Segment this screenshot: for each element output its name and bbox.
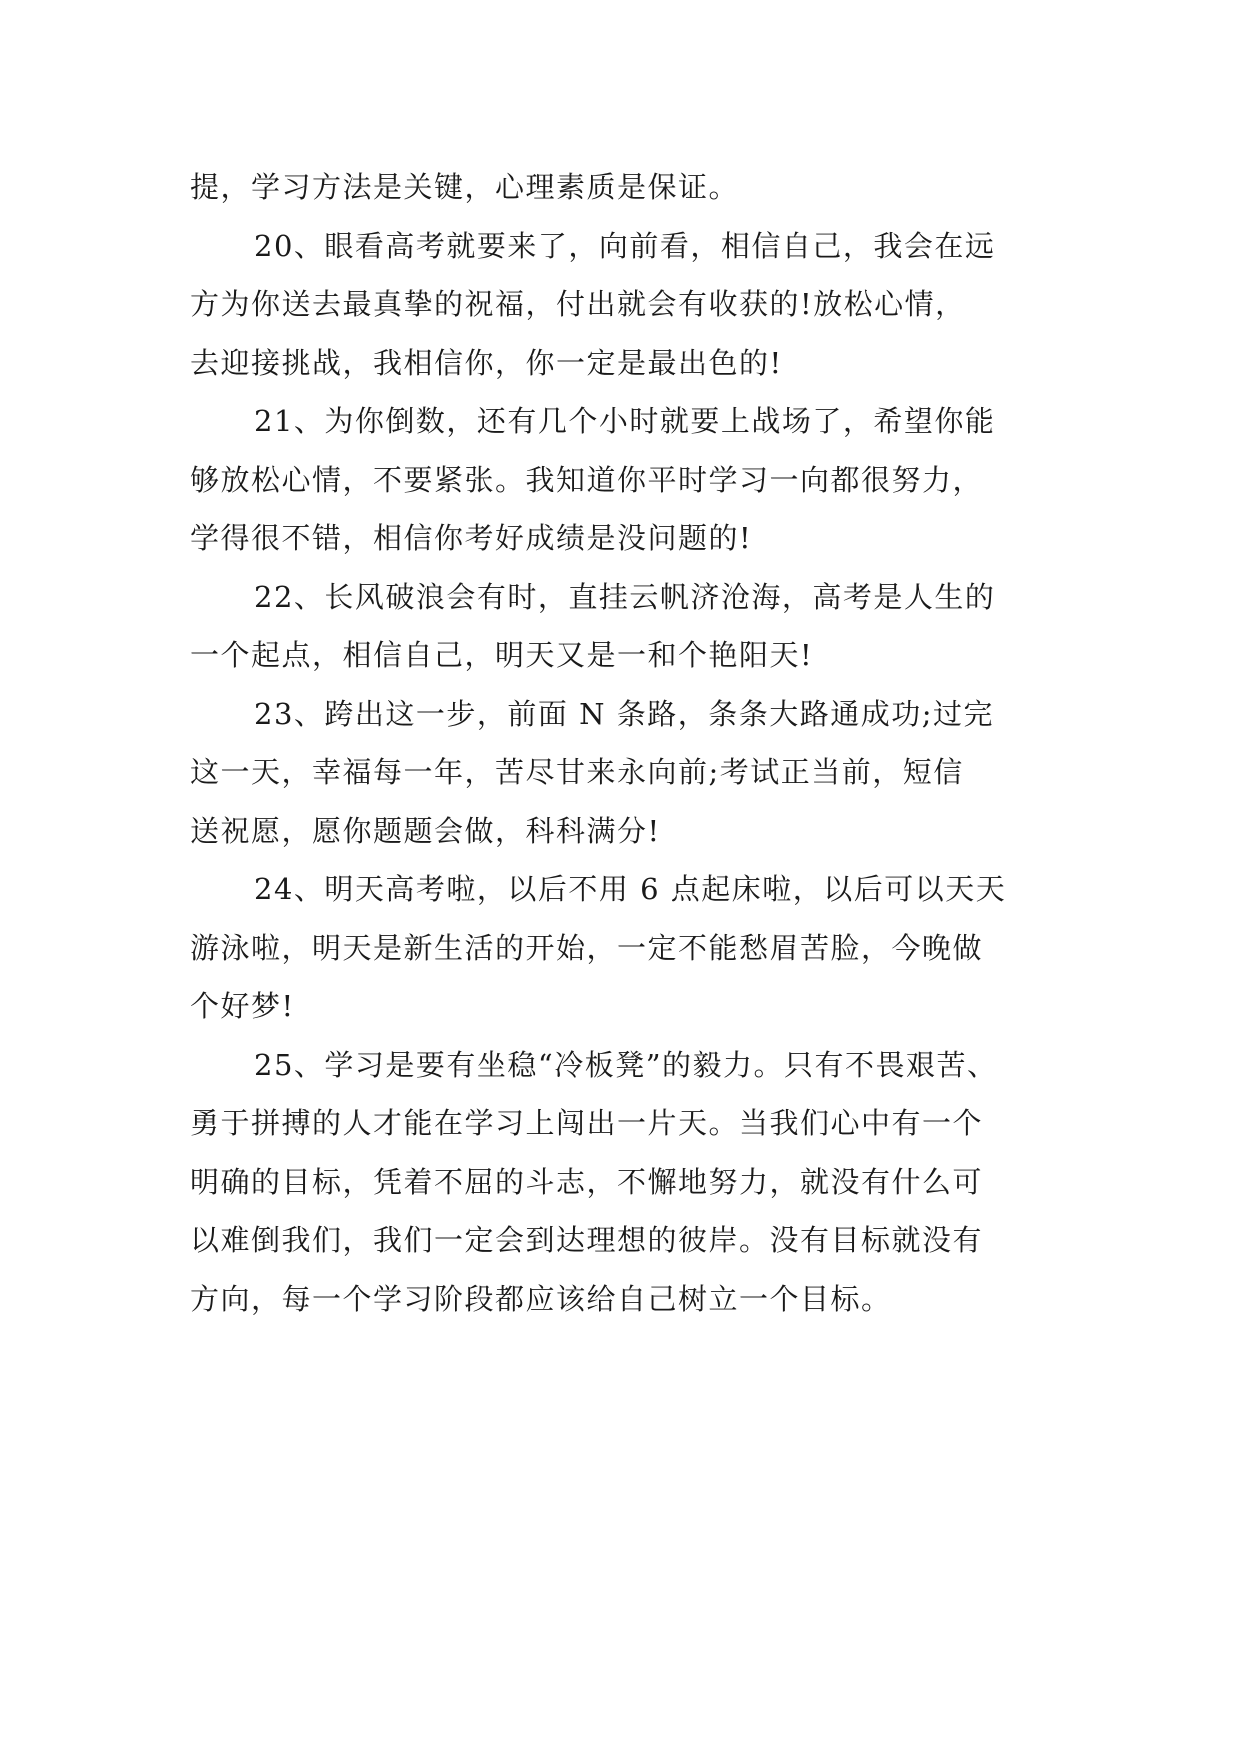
text-line: 方为你送去最真挚的祝福，付出就会有收获的!放松心情， [190, 287, 966, 321]
text-line: 提，学习方法是关键，心理素质是保证。 [190, 170, 740, 204]
text-line: 勇于拼搏的人才能在学习上闯出一片天。当我们心中有一个 [190, 1106, 984, 1140]
text-line: 够放松心情，不要紧张。我知道你平时学习一向都很努力， [190, 462, 984, 497]
text-line: 22、长风破浪会有时，直挂云帆济沧海，高考是人生的 [254, 579, 996, 614]
text-line: 一个起点，相信自己，明天又是一和个艳阳天! [190, 638, 814, 672]
paragraph-21 [190, 392, 1065, 568]
text-line: 以难倒我们，我们一定会到达理想的彼岸。没有目标就没有 [190, 1223, 984, 1257]
paragraph-20 [190, 217, 1065, 393]
text-line: 24、明天高考啦，以后不用 6 点起床啦，以后可以天天 [254, 872, 1007, 906]
paragraph-19-continuation [190, 158, 1065, 217]
paragraph-25 [190, 1036, 1065, 1329]
text-line: 21、为你倒数，还有几个小时就要上战场了，希望你能 [254, 404, 996, 438]
paragraph-24 [190, 860, 1065, 1036]
text-line: 这一天，幸福每一年，苦尽甘来永向前;考试正当前，短信 [190, 755, 964, 789]
text-line: 个好梦! [190, 989, 295, 1023]
text-line: 明确的目标，凭着不屈的斗志，不懈地努力，就没有什么可 [190, 1164, 984, 1199]
paragraph-23 [190, 685, 1065, 861]
text-line: 方向，每一个学习阶段都应该给自己树立一个目标。 [190, 1281, 892, 1316]
document-body [190, 158, 1065, 1328]
text-line: 去迎接挑战，我相信你，你一定是最出色的! [190, 345, 783, 380]
text-line: 20、眼看高考就要来了，向前看，相信自己，我会在远 [254, 228, 996, 263]
text-line: 学得很不错，相信你考好成绩是没问题的! [190, 521, 753, 555]
text-line: 送祝愿，愿你题题会做，科科满分! [190, 813, 661, 848]
text-line: 游泳啦，明天是新生活的开始，一定不能愁眉苦脸，今晚做 [190, 930, 984, 965]
paragraph-22 [190, 568, 1065, 685]
text-line: 23、跨出这一步，前面 N 条路，条条大路通成功;过完 [254, 696, 994, 731]
text-line: 25、学习是要有坐稳“冷板凳”的毅力。只有不畏艰苦、 [254, 1047, 998, 1082]
